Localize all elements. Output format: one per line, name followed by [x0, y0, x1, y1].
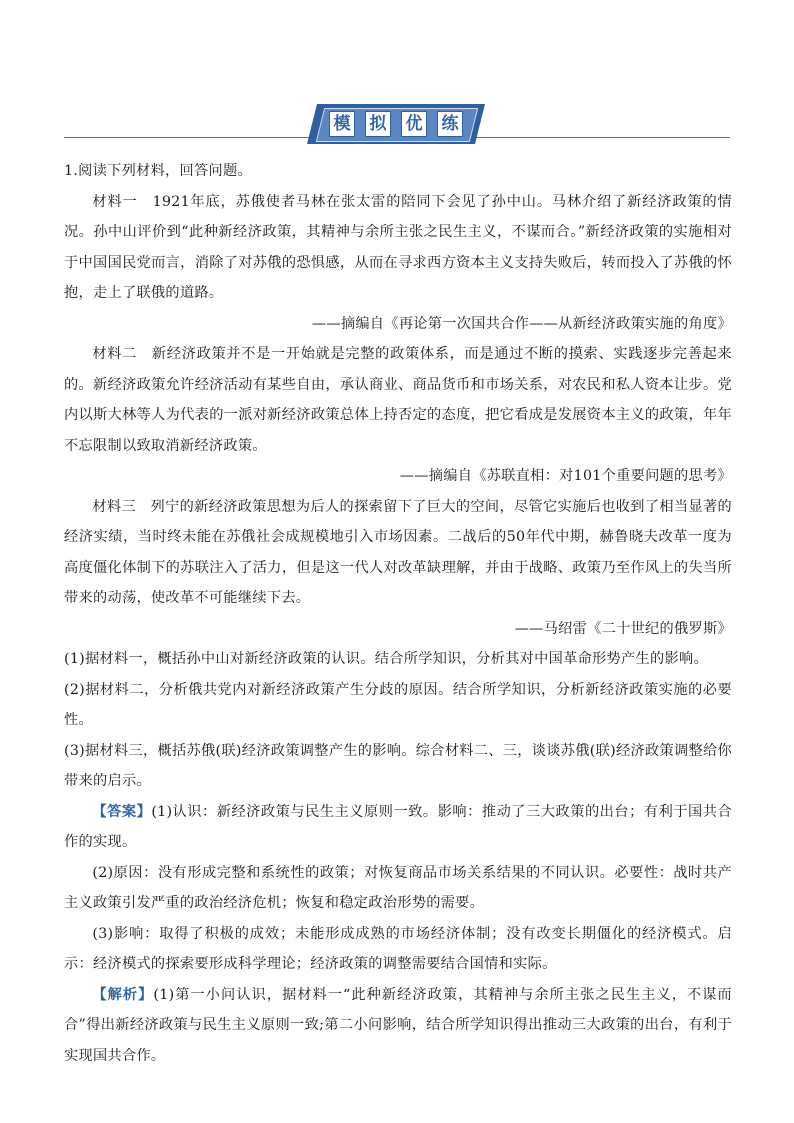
material-three: 材料三 列宁的新经济政策思想为后人的探索留下了巨大的空间，尽管它实施后也收到了相当显著的经济实绩，当时终未能在苏俄社会成规模地引入市场因素。二战后的50年代中期，赫鲁晓夫改革一度为高度僵化体制下的苏联注入了活力，但是这一代人对改革缺理解，并由于战略、政策乃至作风上的失当所带来的动荡，使改革不可能继续下去。: [64, 498, 732, 606]
analysis-text: (1)第一小问认识，据材料一“此种新经济政策，其精神与余所主张之民生主义，不谋而合”得出新经济政策与民生主义原则一致;第二小问影响，结合所学知识得出推动三大政策的出台，有利于实现国共合作。: [64, 986, 732, 1064]
answer-text-1: (1)认识：新经济政策与民生主义原则一致。影响：推动了三大政策的出台；有利于国共合作的实现。: [64, 803, 732, 850]
material-two: 材料二 新经济政策并不是一开始就是完整的政策体系，而是通过不断的摸索、实践逐步完善起来的。新经济政策允许经济活动有某些自由，承认商业、商品货币和市场关系，对农民和私人资本让步。党内以斯大林等人为代表的一派对新经济政策总体上持否定的态度，把它看成是发展资本主义的政策，年年不忘限制以致取消新经济政策。: [64, 346, 732, 454]
sub-question-3: (3)据材料三，概括苏俄(联)经济政策调整产生的影响。综合材料二、三，谈谈苏俄(联)经济政策调整给你带来的启示。: [64, 742, 732, 789]
sub-question-2: (2)据材料二，分析俄共党内对新经济政策产生分歧的原因。结合所学知识，分析新经济政策实施的必要性。: [64, 681, 732, 728]
banner-title: [312, 104, 480, 144]
question-stem: 1.阅读下列材料，回答问题。: [64, 163, 252, 179]
question-content: [64, 156, 732, 1071]
answer-tag: 【答案】: [92, 803, 152, 820]
section-banner: [312, 104, 480, 144]
material-three-source: ——马绍雷《二十世纪的俄罗斯》: [514, 620, 732, 637]
banner-char: 优: [401, 111, 427, 137]
banner-char: 模: [329, 111, 355, 137]
material-one: 材料一 1921年底，苏俄使者马林在张太雷的陪同下会见了孙中山。马林介绍了新经济政策的情况。孙中山评价到“此种新经济政策，其精神与余所主张之民生主义，不谋而合。”新经济政策的实施相对于中国国民党而言，消除了对苏俄的恐惧感，从而在寻求西方资本主义支持失败后，转而投入了苏俄的怀抱，走上了联俄的道路。: [64, 193, 732, 301]
analysis-paragraph: [64, 980, 732, 1072]
answer-part-2: (2)原因：没有形成完整和系统性的政策；对恢复商品市场关系结果的不同认识。必要性：战时共产主义政策引发严重的政治经济危机；恢复和稳定政治形势的需要。: [64, 864, 732, 911]
material-one-source: ——摘编自《再论第一次国共合作——从新经济政策实施的角度》: [311, 315, 732, 332]
sub-question-1: (1)据材料一，概括孙中山对新经济政策的认识。结合所学知识，分析其对中国革命形势产生的影响。: [64, 651, 708, 667]
answer-part-1: [64, 797, 732, 858]
banner-char: 练: [437, 111, 463, 137]
banner-char: 拟: [365, 111, 391, 137]
material-two-source: ——摘编自《苏联直相：对101个重要问题的思考》: [399, 468, 732, 484]
answer-part-3: (3)影响：取得了积极的成效；未能形成成熟的市场经济体制；没有改变长期僵化的经济模式。启示：经济模式的探索要形成科学理论；经济政策的调整需要结合国情和实际。: [64, 925, 732, 972]
analysis-tag: 【解析】: [92, 986, 154, 1003]
